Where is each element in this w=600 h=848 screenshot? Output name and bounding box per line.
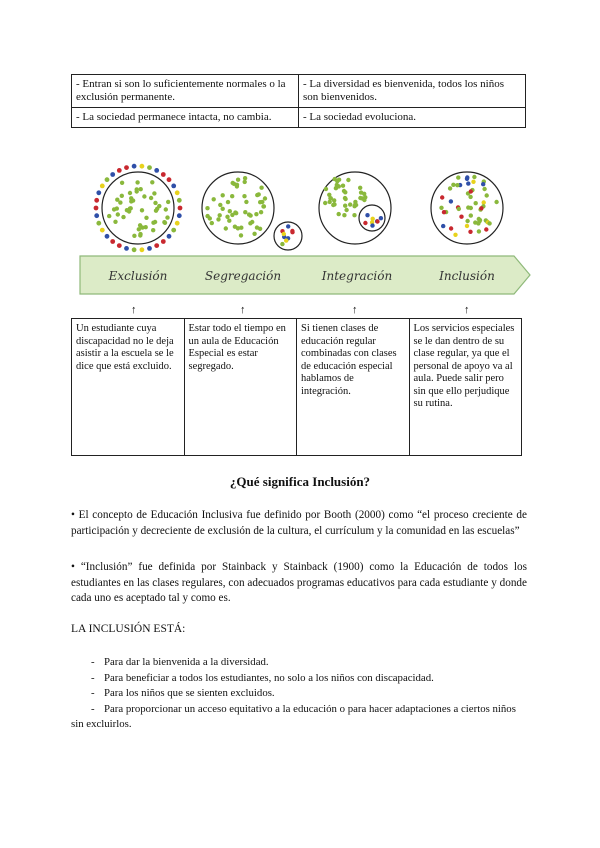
- dot: [177, 198, 182, 203]
- dot: [362, 192, 366, 196]
- dot: [342, 213, 346, 217]
- dot: [252, 232, 256, 236]
- dot: [147, 246, 152, 251]
- dot: [161, 172, 166, 177]
- dot: [343, 196, 347, 200]
- dot: [346, 178, 350, 182]
- dot: [135, 187, 139, 191]
- table-cell: - Entran si son lo suficientemente normales o la exclusión permanente.: [72, 75, 299, 108]
- dot: [105, 177, 110, 182]
- dot: [128, 206, 132, 210]
- dot: [117, 243, 122, 248]
- dot: [128, 191, 132, 195]
- table-cell: - La sociedad evoluciona.: [299, 108, 526, 128]
- stage-descriptions: [71, 318, 522, 456]
- dot: [167, 234, 172, 239]
- dot: [120, 194, 124, 198]
- dot: [107, 214, 111, 218]
- dot: [235, 183, 239, 187]
- stage-label-exclusion: Exclusión: [108, 269, 168, 283]
- dot: [161, 239, 166, 244]
- dot: [132, 234, 136, 238]
- dot: [120, 181, 124, 185]
- dot: [233, 225, 237, 229]
- dot: [352, 213, 356, 217]
- dot: [140, 247, 145, 252]
- dot: [479, 206, 483, 210]
- dot: [337, 184, 341, 188]
- dot: [254, 212, 258, 216]
- dot: [451, 183, 455, 187]
- table-row: [72, 108, 526, 128]
- dot: [175, 221, 180, 226]
- dot: [94, 198, 99, 203]
- dot: [216, 217, 220, 221]
- arrow-up-icon: ↑: [352, 304, 358, 316]
- dot: [175, 190, 180, 195]
- dot: [236, 178, 240, 182]
- dot: [218, 213, 222, 217]
- dot: [455, 183, 459, 187]
- dot: [138, 233, 142, 237]
- dot: [110, 172, 115, 177]
- dot: [448, 186, 452, 190]
- dot: [129, 199, 133, 203]
- dot: [210, 221, 214, 225]
- dot: [456, 175, 460, 179]
- dot: [449, 226, 453, 230]
- dot: [171, 228, 176, 233]
- dot: [343, 204, 347, 208]
- dot: [221, 207, 225, 211]
- dot: [144, 216, 148, 220]
- dot: [100, 184, 105, 189]
- dot: [482, 200, 486, 204]
- dot: [212, 197, 216, 201]
- dot: [135, 180, 139, 184]
- dot: [248, 221, 252, 225]
- dot: [331, 203, 335, 207]
- dot: [478, 218, 482, 222]
- dot: [150, 180, 154, 184]
- arrow-up-icon: ↑: [464, 304, 470, 316]
- dot: [263, 196, 267, 200]
- dot: [348, 202, 352, 206]
- dot: [469, 213, 473, 217]
- dot: [140, 164, 145, 169]
- dot: [286, 224, 290, 228]
- dot: [344, 208, 348, 212]
- dot: [233, 210, 237, 214]
- dot: [178, 206, 183, 211]
- dot: [370, 223, 374, 227]
- dot: [352, 204, 356, 208]
- inclusion-stages-diagram: [0, 160, 600, 320]
- dot: [105, 234, 110, 239]
- dash-bullet: -: [91, 702, 95, 715]
- dot: [94, 206, 99, 211]
- table-row: [72, 75, 526, 108]
- dot: [155, 207, 159, 211]
- dot: [225, 215, 229, 219]
- dot: [358, 186, 362, 190]
- paragraph-booth: • El concepto de Educación Inclusiva fue definido por Booth (2000) como “el proceso creciente de participación y decreciente de exclusión de la cultura, el currículum y la comunidad en las escuelas”: [71, 509, 527, 537]
- dot: [116, 212, 120, 216]
- dot: [441, 224, 445, 228]
- dot: [439, 206, 443, 210]
- list-item: - Para dar la bienvenida a la diversidad.: [71, 655, 527, 671]
- dot: [243, 180, 247, 184]
- stage-label-inclusion: Inclusión: [439, 269, 495, 283]
- dot: [165, 215, 169, 219]
- dot: [487, 221, 491, 225]
- dot: [341, 184, 345, 188]
- description-integration: Si tienen clases de educación regular combinadas con clases de educación especial hablamos de integración.: [296, 318, 410, 456]
- dot: [323, 201, 327, 205]
- dot: [468, 195, 472, 199]
- dot: [457, 207, 461, 211]
- dot: [442, 210, 446, 214]
- dot: [472, 175, 476, 179]
- dot: [242, 194, 246, 198]
- dot: [282, 232, 286, 236]
- description-inclusion: Los servicios especiales se le dan dentro de su clase regular, ya que el personal de apoyo va al aula. Puede salir pero sin que ello perjudique su rutina.: [409, 318, 523, 456]
- dot: [485, 193, 489, 197]
- dot: [328, 196, 332, 200]
- dot: [362, 198, 366, 202]
- dot: [149, 196, 153, 200]
- dot: [248, 213, 252, 217]
- dot: [163, 221, 167, 225]
- dot: [324, 187, 328, 191]
- stage-label-integration: Integración: [321, 269, 393, 283]
- dot: [132, 164, 137, 169]
- dot: [280, 242, 284, 246]
- dot: [481, 182, 485, 186]
- dot: [152, 191, 156, 195]
- dot: [171, 184, 176, 189]
- dot: [343, 190, 347, 194]
- dot: [117, 168, 122, 173]
- stage-label-segregation: Segregación: [204, 269, 282, 283]
- dot: [153, 201, 157, 205]
- dot: [473, 220, 477, 224]
- dot: [459, 215, 463, 219]
- dot: [167, 177, 172, 182]
- dot: [244, 200, 248, 204]
- dot: [94, 213, 99, 218]
- dot: [118, 200, 122, 204]
- dot: [468, 230, 472, 234]
- dot: [177, 213, 182, 218]
- dot: [262, 204, 266, 208]
- dot: [230, 194, 234, 198]
- dot: [124, 246, 129, 251]
- dot: [284, 238, 288, 242]
- page-title: ¿Qué significa Inclusión?: [229, 474, 371, 489]
- dot: [226, 200, 230, 204]
- dot: [138, 223, 142, 227]
- list-item: - Para los niños que se sienten excluidos.: [71, 686, 527, 702]
- dot: [154, 243, 159, 248]
- dot: [255, 225, 259, 229]
- dot: [166, 200, 170, 204]
- dot: [140, 208, 144, 212]
- dot: [453, 233, 457, 237]
- dot: [466, 205, 470, 209]
- dot: [227, 219, 231, 223]
- dot: [147, 165, 152, 170]
- dot: [239, 233, 243, 237]
- dot: [139, 187, 143, 191]
- dot: [482, 187, 486, 191]
- dot: [257, 192, 261, 196]
- paragraph-stainback: • “Inclusión” fue definida por Stainback y Stainback (1900) como la Educación de todos los estudiantes en las clases regulares, con adecuados programas educativos para cada estudiante y donde cada uno es aceptado tal y como es.: [71, 561, 527, 604]
- dot: [494, 200, 498, 204]
- arrow-up-icon: ↑: [131, 304, 137, 316]
- dot: [363, 221, 367, 225]
- dot: [121, 215, 125, 219]
- section-title: LA INCLUSIÓN ESTÁ:: [71, 623, 186, 635]
- dot: [239, 226, 243, 230]
- dot: [371, 217, 375, 221]
- description-exclusion: Un estudiante cuya discapacidad no le deja asistir a la escuela se le dice que está excluido.: [71, 318, 185, 456]
- dot: [142, 194, 146, 198]
- dot: [100, 228, 105, 233]
- stage-circles: [94, 164, 503, 252]
- dot: [205, 206, 209, 210]
- dot: [110, 239, 115, 244]
- dot: [477, 229, 481, 233]
- dot: [379, 216, 383, 220]
- table-cell: - La sociedad permanece intacta, no cambia.: [72, 108, 299, 128]
- dot: [115, 206, 119, 210]
- dot: [228, 209, 232, 213]
- dot: [164, 207, 168, 211]
- list-item: - Para proporcionar un acceso equitativo a la educación o para hacer adaptaciones a ciertos niños sin excluirlos.: [71, 702, 516, 730]
- dot: [221, 193, 225, 197]
- dot: [96, 221, 101, 226]
- dot: [96, 190, 101, 195]
- dot: [337, 178, 341, 182]
- arrow-up-icon: ↑: [240, 304, 246, 316]
- dot: [154, 168, 159, 173]
- dot: [224, 226, 228, 230]
- dot: [465, 219, 469, 223]
- dot: [259, 186, 263, 190]
- dot: [471, 180, 475, 184]
- dot: [260, 200, 264, 204]
- list-item: - Para beneficiar a todos los estudiantes, no solo a los niños con discapacidad.: [71, 671, 527, 687]
- dot: [208, 216, 212, 220]
- dash-bullet: -: [91, 656, 95, 668]
- dot: [375, 219, 379, 223]
- dash-bullet: -: [91, 687, 95, 699]
- dot: [469, 189, 473, 193]
- dot: [465, 224, 469, 228]
- dash-bullet: -: [91, 671, 95, 684]
- dot: [449, 199, 453, 203]
- dot: [153, 220, 157, 224]
- dot: [466, 181, 470, 185]
- dot: [337, 212, 341, 216]
- dot: [465, 175, 469, 179]
- dot: [290, 230, 294, 234]
- description-segregation: Estar todo el tiempo en un aula de Educación Especial es estar segregado.: [184, 318, 298, 456]
- dot: [440, 195, 444, 199]
- dot: [218, 203, 222, 207]
- dot: [484, 227, 488, 231]
- inclusion-list: [71, 655, 527, 733]
- dot: [113, 220, 117, 224]
- dot: [243, 210, 247, 214]
- dot: [365, 213, 369, 217]
- table-cell: - La diversidad es bienvenida, todos los niños son bienvenidos.: [299, 75, 526, 108]
- dot: [151, 228, 155, 232]
- dot: [132, 247, 137, 252]
- dot: [474, 201, 478, 205]
- dot: [124, 165, 129, 170]
- dot: [259, 210, 263, 214]
- comparison-table: [71, 74, 526, 128]
